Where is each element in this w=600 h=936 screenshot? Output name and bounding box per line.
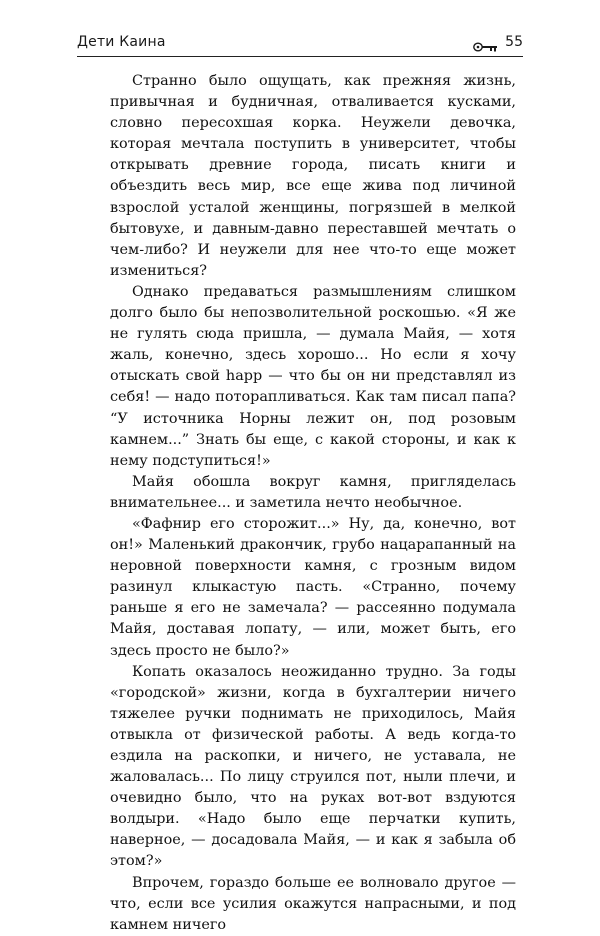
running-title: Дети Каина (77, 34, 166, 50)
key-icon (473, 37, 499, 47)
paragraph: «Фафнир его сторожит...» Ну, да, конечно, вот он!» Маленький дракончик, грубо нацарапанный на неровной поверхности камня, с грозным видом разинул клыкастую пасть. «Странно, почему раньше я его не замечала? — рассеянно подумала Майя, доставая лопату, — или, может быть, его здесь просто не было?» (110, 515, 516, 659)
page-number: 55 (505, 34, 523, 50)
paragraph: Впрочем, гораздо больше ее волновало другое — что, если все усилия окажутся напрасными, и под камнем ничего (110, 874, 516, 933)
body-text (110, 71, 516, 936)
running-header (77, 28, 523, 57)
header-right (473, 34, 523, 50)
paragraph: Копать оказалось неожиданно трудно. За годы «городской» жизни, когда в бухгалтерии ничего тяжелее ручки поднимать не приходилось, Майя отвыкла от физической работы. А ведь когда-то ездила на раскопки, и ничего, не уставала, не жаловалась... По лицу струился пот, ныли плечи, и очевидно было, что на руках вот-вот вздуются волдыри. «Надо было еще перчатки купить, наверное, — досадовала Майя, — и как я забыла об этом?» (110, 663, 516, 870)
paragraph: Странно было ощущать, как прежняя жизнь, привычная и будничная, отваливается кусками, словно пересохшая корка. Неужели девочка, которая мечтала поступить в университет, чтобы открывать древние города, писать книги и объездить весь мир, все еще жива под личиной взрослой усталой женщины, погрязшей в мелкой бытовухе, и давным-давно переставшей мечтать о чем-либо? И неужели для нее что-то еще может измениться? (110, 73, 516, 279)
paragraph: Майя обошла вокруг камня, пригляделась внимательнее... и заметила нечто необычное. (110, 473, 516, 511)
paragraph: Однако предаваться размышлениям слишком долго было бы непозволительной роскошью. «Я же не гулять сюда пришла, — думала Майя, — хотя жаль, конечно, здесь хорошо... Но если я хочу отыскать свой happ — что бы он ни представлял из себя! — надо поторапливаться. Как там писал папа? “У источника Норны лежит он, под розовым камнем...” Знать бы еще, с какой стороны, и как к нему подступиться!» (110, 283, 516, 469)
